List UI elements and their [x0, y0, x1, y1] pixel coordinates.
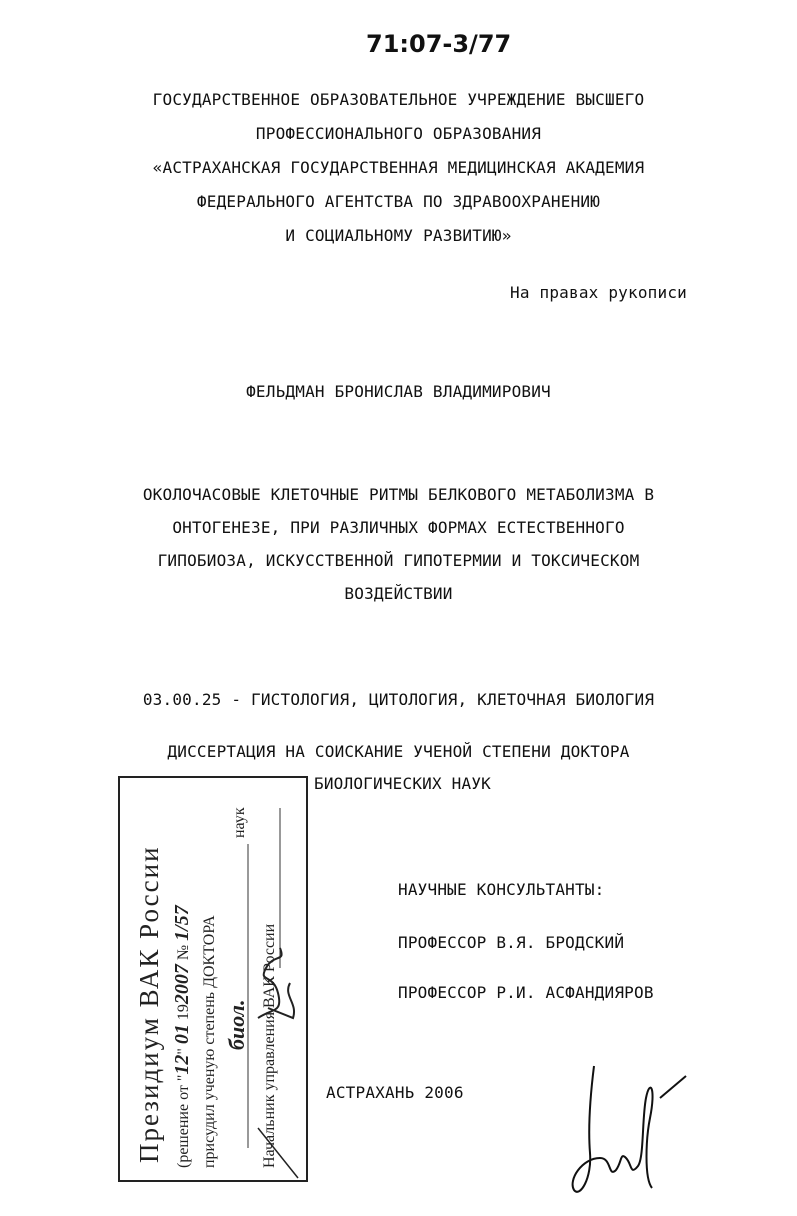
- document-code: 71:07-3/77: [366, 30, 512, 58]
- rights-note: На правах рукописи: [510, 283, 687, 302]
- institution-line-2: ПРОФЕССИОНАЛЬНОГО ОБРАЗОВАНИЯ: [255, 124, 542, 143]
- title-line-1: ОКОЛОЧАСОВЫЕ КЛЕТОЧНЫЕ РИТМЫ БЕЛКОВОГО МЕТАБОЛИЗМА В: [142, 485, 655, 504]
- stamp-line-5: Начальник управления ВАК России: [261, 923, 278, 1168]
- institution-line-1: ГОСУДАРСТВЕННОЕ ОБРАЗОВАТЕЛЬНОЕ УЧРЕЖДЕНИЕ ВЫСШЕГО: [152, 90, 645, 109]
- consultants-label: НАУЧНЫЕ КОНСУЛЬТАНТЫ:: [398, 880, 605, 899]
- author-name: ФЕЛЬДМАН БРОНИСЛАВ ВЛАДИМИРОВИЧ: [246, 382, 551, 401]
- stamp-line-4-hand: биол.: [224, 999, 249, 1050]
- vak-stamp: [108, 768, 308, 1198]
- stamp-line-1: Президиум ВАК России: [134, 845, 164, 1163]
- stamp-line-4-suffix: наук: [231, 807, 248, 838]
- consultant-1: ПРОФЕССОР В.Я. БРОДСКИЙ: [398, 933, 625, 952]
- institution-line-3: «АСТРАХАНСКАЯ ГОСУДАРСТВЕННАЯ МЕДИЦИНСКАЯ АКАДЕМИЯ: [152, 158, 645, 177]
- stamp-text-svg: [108, 768, 308, 1198]
- degree-line-1: ДИССЕРТАЦИЯ НА СОИСКАНИЕ УЧЕНОЙ СТЕПЕНИ ДОКТОРА: [167, 742, 630, 761]
- title-line-4: ВОЗДЕЙСТВИИ: [344, 584, 453, 603]
- author-signature: [560, 1058, 700, 1208]
- stamp-line-3: присудил ученую степень ДОКТОРА: [201, 915, 218, 1168]
- place-year: АСТРАХАНЬ 2006: [326, 1083, 464, 1102]
- institution-line-4: ФЕДЕРАЛЬНОГО АГЕНТСТВА ПО ЗДРАВООХРАНЕНИЮ: [196, 192, 601, 211]
- consultant-2: ПРОФЕССОР Р.И. АСФАНДИЯРОВ: [398, 983, 654, 1002]
- degree-line-2: БИОЛОГИЧЕСКИХ НАУК: [314, 774, 491, 793]
- specialty: 03.00.25 - ГИСТОЛОГИЯ, ЦИТОЛОГИЯ, КЛЕТОЧНАЯ БИОЛОГИЯ: [142, 690, 655, 709]
- title-line-2: ОНТОГЕНЕЗЕ, ПРИ РАЗЛИЧНЫХ ФОРМАХ ЕСТЕСТВЕННОГО: [172, 518, 625, 537]
- title-line-3: ГИПОБИОЗА, ИСКУССТВЕННОЙ ГИПОТЕРМИИ И ТОКСИЧЕСКОМ: [157, 551, 640, 570]
- institution-line-5: И СОЦИАЛЬНОМУ РАЗВИТИЮ»: [285, 226, 512, 245]
- stamp-line-2: (решение от "12" 01 192007 № 1/57: [171, 905, 193, 1168]
